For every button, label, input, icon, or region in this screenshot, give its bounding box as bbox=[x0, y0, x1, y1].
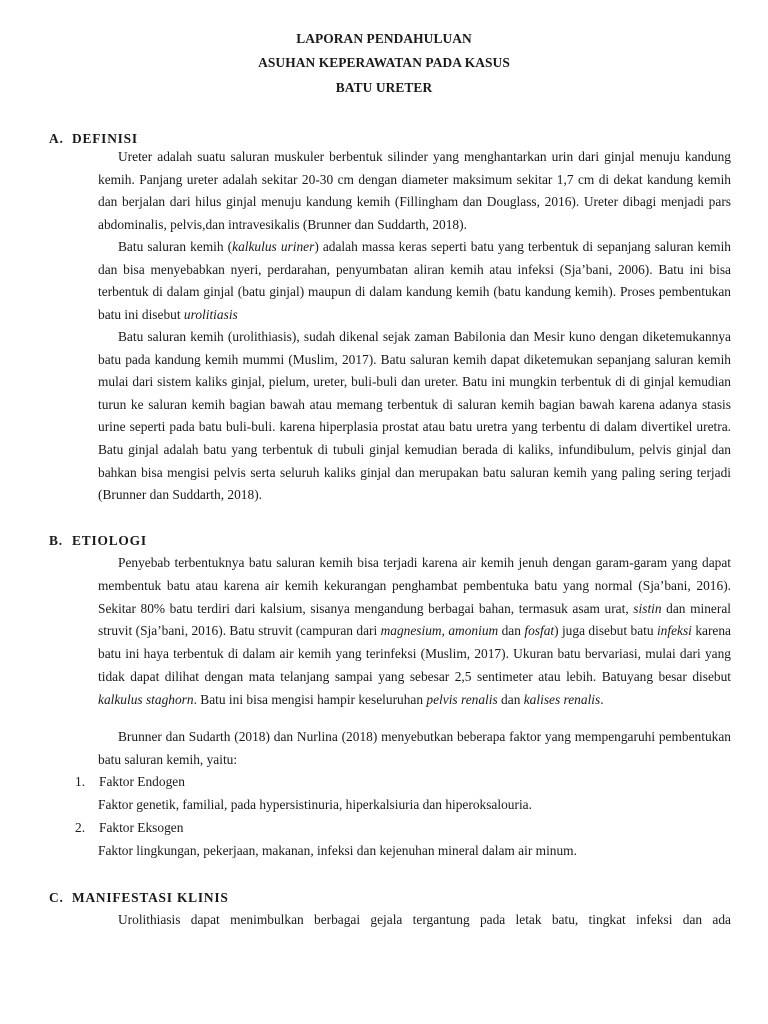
definisi-paragraph-1 bbox=[98, 146, 731, 236]
title-line-2: ASUHAN KEPERAWATAN PADA KASUS bbox=[258, 55, 510, 70]
list-item bbox=[75, 817, 183, 840]
section-b-label: B. bbox=[49, 533, 63, 548]
etiologi-p1-text-d: dan bbox=[498, 623, 525, 639]
etiologi-p1-text-e: ) juga disebut batu bbox=[554, 623, 657, 639]
etiologi-paragraph-1 bbox=[98, 552, 731, 712]
list-item-label: Faktor Endogen bbox=[99, 774, 185, 789]
list-item-description: Faktor genetik, familial, pada hypersistinuria, hiperkalsiuria dan hiperoksalouria. bbox=[98, 797, 532, 812]
etiologi-p1-text-g: . Batu ini bisa mengisi hampir keseluruhan bbox=[193, 691, 427, 707]
list-item bbox=[75, 771, 185, 794]
section-c-label: C. bbox=[49, 890, 64, 905]
etiologi-italic-staghorn: kalkulus staghorn bbox=[98, 691, 194, 707]
definisi-p2-text-a: Batu saluran kemih ( bbox=[118, 239, 233, 254]
definisi-p3-text: Batu saluran kemih (urolithiasis), sudah dikenal sejak zaman Babilonia dan Mesir kuno dengan diketemukannya batu pada kandung kemih mummi (Muslim, 2017). Batu saluran kemih dapat diketemukan sepanjang saluran kemih mulai dari sistem kaliks ginjal, pielum, ureter, buli-buli dan ureter. Batu ini mungkin terbentuk di di ginjal kemudian turun ke saluran kemih bagian bawah atau memang terbentuk di saluran kemih bagian bawah karena adanya stasis urine seperti pada batu buli-buli. karena hiperplasia prostat atau batu uretra yang terbentu di dalam divertikel uretra. Batu ginjal adalah batu yang terbentuk di tubuli ginjal kemudian berada di kaliks, infundibulum, pelvis ginjal dan bahkan bisa mengisi pelvis serta seluruh kaliks ginjal dan merupakan batu saluran kemih yang paling sering terjadi (Brunner dan Suddarth, 2018). bbox=[98, 329, 731, 503]
etiologi-p1-text-j: . bbox=[600, 691, 604, 707]
etiologi-p1-text-c: , bbox=[441, 623, 449, 639]
list-item-number: 2. bbox=[75, 820, 86, 835]
definisi-paragraph-2 bbox=[98, 236, 731, 326]
etiologi-italic-amonium: amonium bbox=[448, 623, 499, 639]
etiologi-italic-magnesium: magnesium bbox=[380, 623, 442, 639]
etiologi-p1-text-h: dan bbox=[497, 691, 524, 707]
etiologi-p2-text: Brunner dan Sudarth (2018) dan Nurlina (2018) menyebutkan beberapa faktor yang mempengaruhi pembentukan batu saluran kemih, yaitu: bbox=[98, 729, 731, 767]
etiologi-p1-text-f: karena batu ini haya terbentuk di dalam air kemih yang terinfeksi (Muslim, 2017). Ukuran batu bervariasi, mulai dari yang tidak dapat dilihat dengan mata telanjang sampai yang sebesar 2,5 sentimeter atau lebih. Batuyang besar disebut bbox=[98, 623, 731, 684]
etiologi-italic-fosfat: fosfat bbox=[524, 623, 555, 639]
title-line-1: LAPORAN PENDAHULUAN bbox=[296, 31, 472, 46]
list-item-description: Faktor lingkungan, pekerjaan, makanan, infeksi dan kejenuhan mineral dalam air minum. bbox=[98, 843, 577, 858]
etiologi-p1-text-b: dan mineral struvit (Sja’bani, 2016). Batu struvit (campuran dari bbox=[98, 600, 731, 639]
section-b-heading bbox=[49, 530, 147, 553]
definisi-p2-italic-2: urolitiasis bbox=[183, 306, 238, 322]
definisi-paragraph-3 bbox=[98, 326, 731, 507]
title-line-3: BATU URETER bbox=[335, 80, 433, 95]
etiologi-italic-sistin: sistin bbox=[633, 600, 662, 616]
etiologi-italic-kalises: kalises renalis bbox=[523, 691, 601, 707]
etiologi-italic-pelvis: pelvis renalis bbox=[426, 691, 498, 707]
list-item-label: Faktor Eksogen bbox=[99, 820, 184, 835]
etiologi-italic-infeksi: infeksi bbox=[656, 623, 692, 639]
definisi-p2-italic-1: kalkulus uriner bbox=[232, 239, 315, 254]
definisi-p2-text-b: ) adalah massa keras seperti batu yang terbentuk di sepanjang saluran kemih dan bisa menyebabkan nyeri, perdarahan, penyumbatan aliran kemih atau infeksi (Sja’bani, 2006). Batu ini bisa terbentuk di dalam ginjal (batu ginjal) maupun di dalam kandung kemih (batu kandung kemih). Proses pembentukan batu ini disebut bbox=[98, 239, 731, 322]
manifestasi-paragraph-1 bbox=[98, 909, 731, 932]
section-c-title: MANIFESTASI KLINIS bbox=[72, 890, 229, 905]
section-c-heading bbox=[49, 887, 229, 910]
section-a-label: A. bbox=[49, 131, 64, 146]
section-a-title: DEFINISI bbox=[72, 131, 138, 146]
etiologi-p1-text-a: Penyebab terbentuknya batu saluran kemih bisa terjadi karena air kemih jenuh dengan garam-garam yang dapat membentuk batu atau karena air kemih kekurangan penghambat pembentuka batu yang normal (Sja’bani, 2016). Sekitar 80% batu terdiri dari kalsium, sisanya mengandung berbagai bahan, termasuk asam urat, bbox=[98, 555, 731, 616]
definisi-p1-text: Ureter adalah suatu saluran muskuler berbentuk silinder yang menghantarkan urin dari ginjal menuju kandung kemih. Panjang ureter adalah sekitar 20-30 cm dengan diameter maksimum sekitar 1,7 cm di dekat kandung kemih dan berjalan dari hilus ginjal menuju kandung kemih (Fillingham dan Douglass, 2016). Ureter dibagi menjadi pars abdominalis, pelvis,dan intravesikalis (Brunner dan Suddarth, 2018). bbox=[98, 149, 731, 232]
etiologi-paragraph-2 bbox=[98, 726, 731, 771]
manifestasi-p1-text: Urolithiasis dapat menimbulkan berbagai gejala tergantung pada letak batu, tingkat infeksi dan ada bbox=[118, 912, 731, 927]
list-item-number: 1. bbox=[75, 774, 86, 789]
section-b-title: ETIOLOGI bbox=[72, 533, 147, 548]
